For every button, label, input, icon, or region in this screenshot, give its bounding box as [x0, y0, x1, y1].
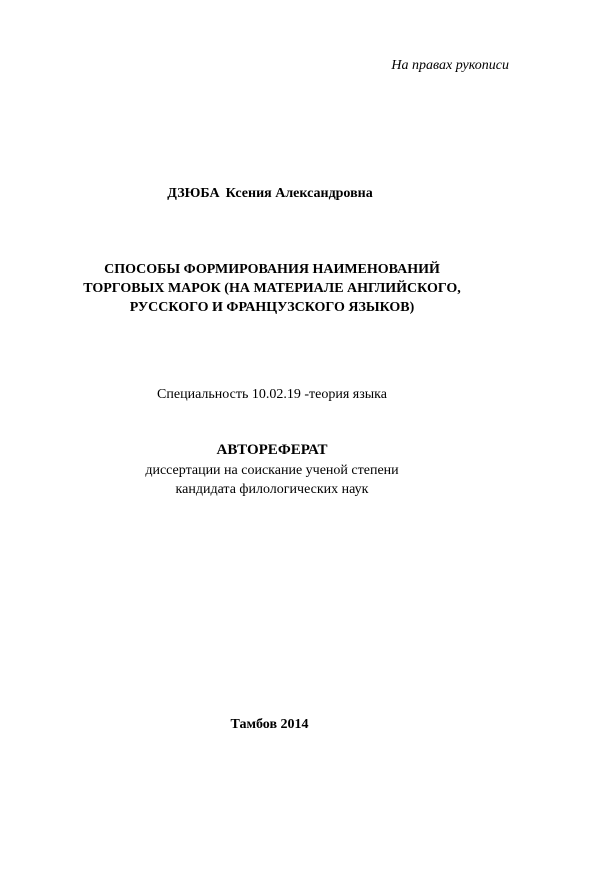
- thesis-title-line: РУССКОГО И ФРАНЦУЗСКОГО ЯЗЫКОВ): [129, 300, 415, 315]
- thesis-title-line: СПОСОБЫ ФОРМИРОВАНИЯ НАИМЕНОВАНИЙ: [104, 262, 440, 277]
- degree-description-line: диссертации на соискание ученой степени: [145, 463, 399, 478]
- specialty-line: Специальность 10.02.19 -теория языка: [157, 387, 387, 402]
- manuscript-rights-notice: На правах рукописи: [391, 58, 509, 73]
- degree-description-line: кандидата филологических наук: [175, 482, 369, 497]
- thesis-title: [0, 260, 544, 317]
- author-name: [0, 186, 540, 202]
- author-given-names: Ксения Александровна: [225, 186, 373, 201]
- thesis-title-line: ТОРГОВЫХ МАРОК (НА МАТЕРИАЛЕ АНГЛИЙСКОГО,: [83, 281, 461, 296]
- document-type-heading: АВТОРЕФЕРАТ: [216, 442, 328, 458]
- author-surname: ДЗЮБА: [167, 186, 220, 201]
- city-year: Тамбов 2014: [230, 717, 309, 732]
- degree-description: [0, 461, 544, 499]
